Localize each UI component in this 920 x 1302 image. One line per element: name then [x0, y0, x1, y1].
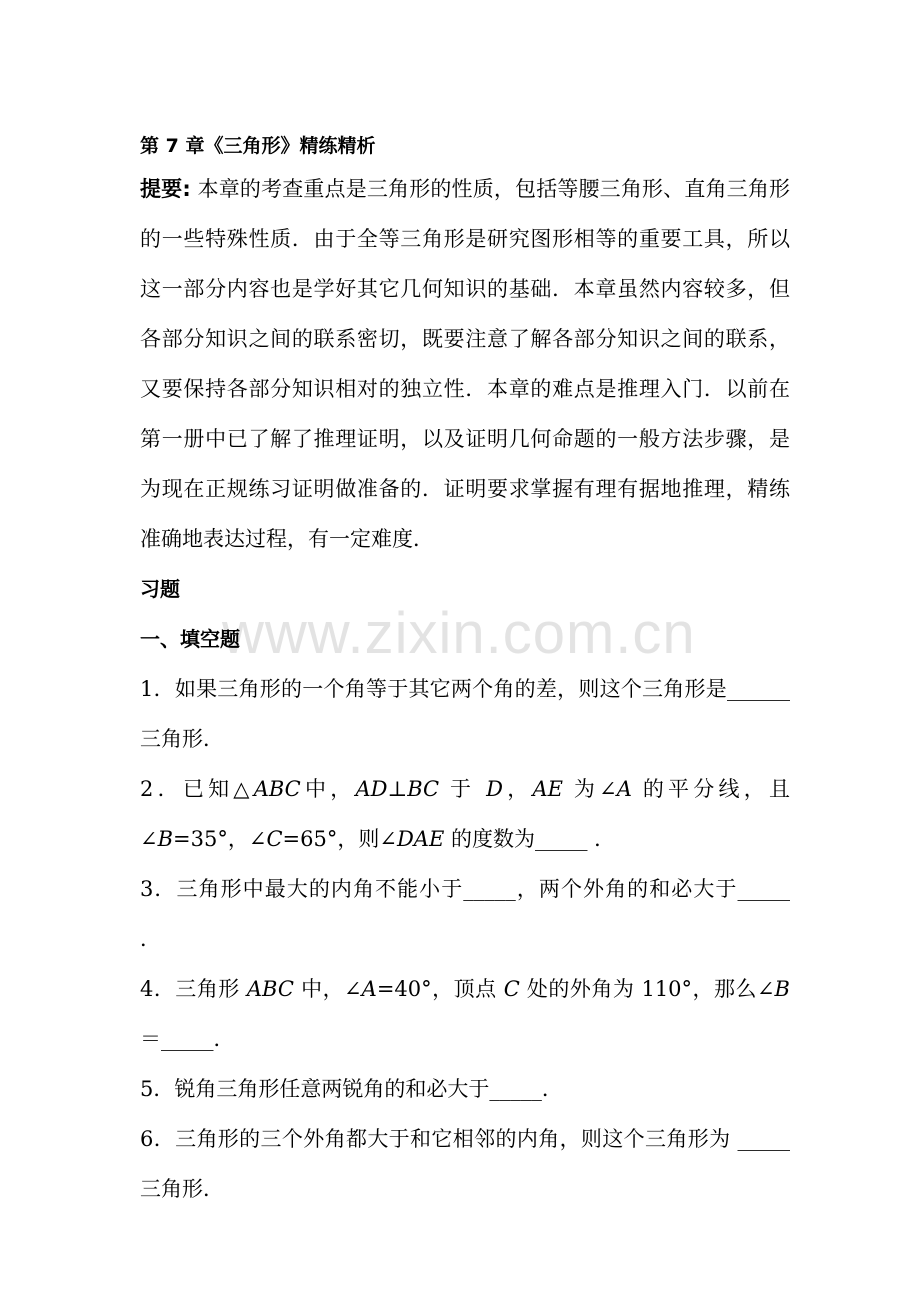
- q2-text: 于: [439, 777, 487, 801]
- q4-var: A: [361, 977, 377, 1001]
- q4-text: 中，∠: [293, 977, 362, 1001]
- q2-var: B: [157, 827, 174, 851]
- q2-var: A: [616, 777, 632, 801]
- summary-label: 提要:: [140, 177, 191, 201]
- q4-var: C: [503, 977, 520, 1001]
- q2-var: DAE: [396, 827, 445, 851]
- q2-text: 的平分线，且∠: [140, 777, 790, 851]
- q2-text: =65°，则∠: [282, 827, 397, 851]
- q2-var: AE: [532, 777, 563, 801]
- question-1: 1．如果三角形的一个角等于其它两个角的差，则这个三角形是______三角形．: [140, 677, 790, 751]
- q2-var: AD: [355, 777, 388, 801]
- question-5: 5．锐角三角形任意两锐角的和必大于_____．: [140, 1077, 563, 1101]
- q4-var: ABC: [246, 977, 294, 1001]
- q2-var: C: [266, 827, 283, 851]
- summary-paragraph: [140, 164, 790, 564]
- q2-text: 的度数为_____ ．: [444, 827, 616, 851]
- q2-text: 2．已知△: [140, 777, 254, 801]
- question-4: [140, 964, 790, 1064]
- q4-var: B: [774, 977, 790, 1001]
- q4-text: =40°，顶点: [376, 977, 504, 1001]
- q2-var: D: [486, 777, 504, 801]
- q4-text: 4．三角形: [140, 977, 247, 1001]
- q2-text: =35°，∠: [173, 827, 267, 851]
- watermark: www.zixin.com.cn: [222, 601, 696, 666]
- q2-var: ABC: [253, 777, 301, 801]
- q4-text: ＝_____．: [140, 1027, 235, 1051]
- q2-var: BC: [407, 777, 440, 801]
- document-content: [140, 128, 790, 1214]
- q2-text: 为∠: [562, 777, 617, 801]
- q2-text: ⊥: [387, 777, 408, 801]
- q4-text: 处的外角为 110°，那么∠: [519, 977, 775, 1001]
- fill-blank-heading: 一、填空题: [140, 627, 240, 651]
- question-2: [140, 764, 790, 864]
- question-6: 6．三角形的三个外角都大于和它相邻的内角，则这个三角形为 _____三角形．: [140, 1127, 790, 1201]
- question-3: 3．三角形中最大的内角不能小于_____，两个外角的和必大于_____ ．: [140, 877, 790, 951]
- summary-text: 本章的考查重点是三角形的性质，包括等腰三角形、直角三角形的一些特殊性质．由于全等三角形是研究图形相等的重要工具，所以这一部分内容也是学好其它几何知识的基础．本章虽然内容较多，但各部分知识之间的联系密切，既要注意了解各部分知识之间的联系，又要保持各部分知识相对的独立性．本章的难点是推理入门．以前在第一册中已了解了推理证明，以及证明几何命题的一般方法步骤，是为现在正规练习证明做准备的．证明要求掌握有理有据地推理，精练准确地表达过程，有一定难度．: [140, 177, 790, 551]
- exercises-heading: 习题: [140, 577, 180, 601]
- q2-text: ，: [503, 777, 533, 801]
- chapter-title: 第 7 章《三角形》精练精析: [140, 135, 376, 157]
- q2-text: 中，: [300, 777, 356, 801]
